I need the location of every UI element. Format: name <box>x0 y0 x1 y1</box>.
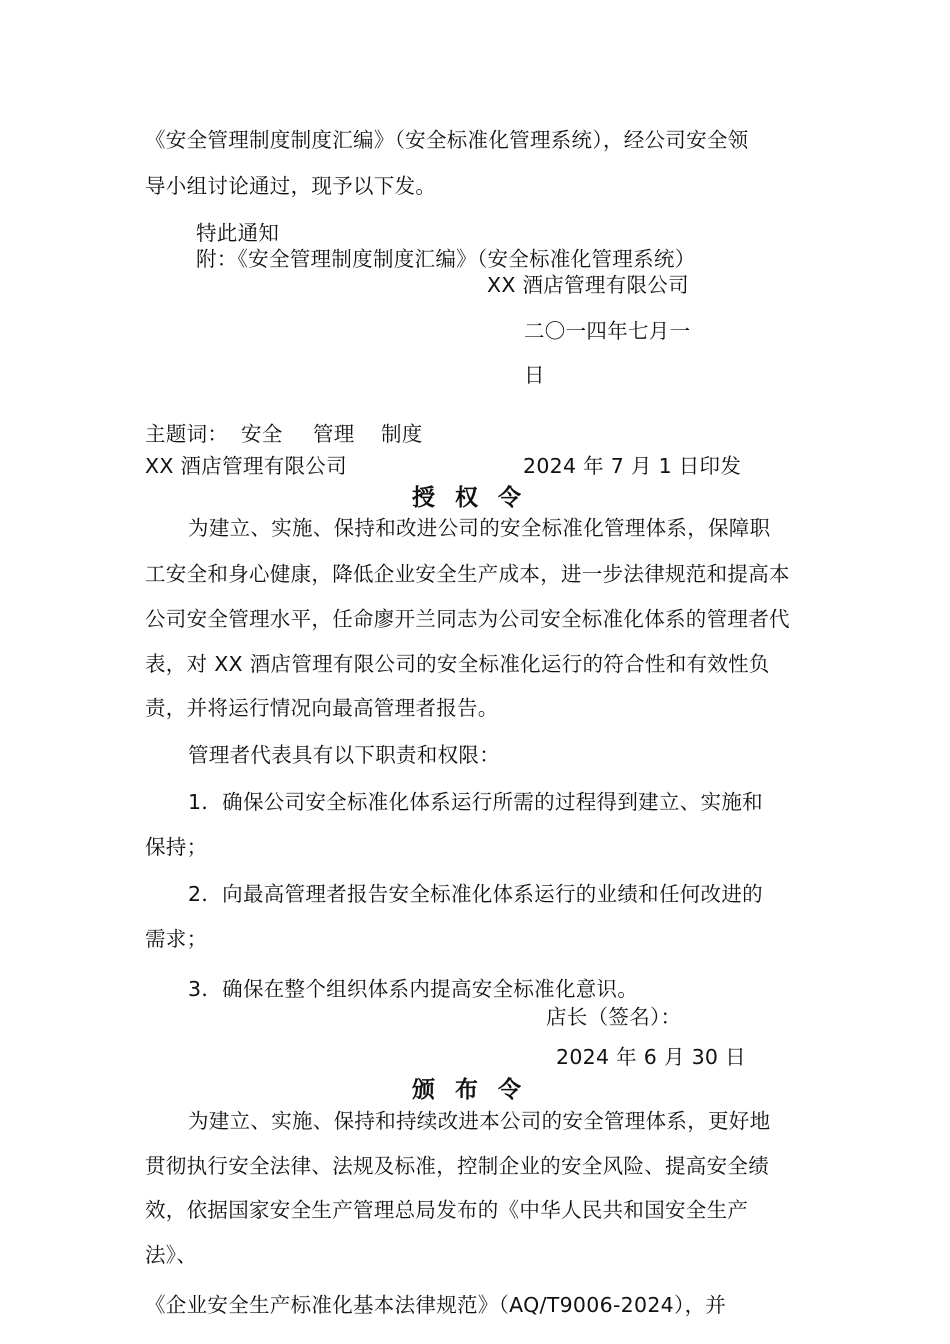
keyword: 制度 <box>381 422 423 446</box>
footer-company: XX 酒店管理有限公司 <box>145 454 347 478</box>
signature-line: 店长（签名）： <box>546 1005 682 1029</box>
authorization-paragraph-line: 为建立、实施、保持和改进公司的安全标准化管理体系，保障职 <box>188 516 771 540</box>
promulgation-paragraph-line: 《企业安全生产标准化基本法律规范》（AQ/T9006-2024），并 <box>145 1293 727 1317</box>
notice-text: 特此通知 <box>196 221 280 245</box>
intro-line-2: 导小组讨论通过，现予以下发。 <box>145 174 437 198</box>
duty-item-2: 2．向最高管理者报告安全标准化体系运行的业绩和任何改进的 <box>188 882 763 906</box>
duties-heading: 管理者代表具有以下职责和权限： <box>188 743 500 767</box>
authorization-title: 授权令 <box>412 485 541 511</box>
authorization-paragraph-line: 工安全和身心健康，降低企业安全生产成本，进一步法律规范和提高本 <box>145 562 790 586</box>
keyword: 安全 <box>241 422 283 446</box>
promulgation-paragraph-line: 贯彻执行安全法律、法规及标准，控制企业的安全风险、提高安全绩 <box>145 1154 769 1178</box>
footer-issue-date: 2024 年 7 月 1 日印发 <box>523 454 742 478</box>
promulgation-paragraph-line: 为建立、实施、保持和持续改进本公司的安全管理体系，更好地 <box>188 1109 771 1133</box>
duty-item-1-continued: 保持； <box>145 835 208 859</box>
keywords-label: 主题词： <box>145 422 229 446</box>
intro-line-1: 《安全管理制度制度汇编》（安全标准化管理系统），经公司安全领 <box>145 128 749 152</box>
keyword: 管理 <box>313 422 355 446</box>
issue-date-line-1: 二〇一四年七月一 <box>524 319 691 343</box>
attachment-text: 附：《安全管理制度制度汇编》（安全标准化管理系统） <box>196 247 696 271</box>
promulgation-paragraph-line: 法》、 <box>145 1243 198 1267</box>
authorization-date: 2024 年 6 月 30 日 <box>556 1045 746 1069</box>
duty-item-1: 1．确保公司安全标准化体系运行所需的过程得到建立、实施和 <box>188 790 763 814</box>
authorization-paragraph-line: 公司安全管理水平，任命廖开兰同志为公司安全标准化体系的管理者代 <box>145 607 790 631</box>
duty-item-3: 3．确保在整个组织体系内提高安全标准化意识。 <box>188 977 639 1001</box>
duty-item-2-continued: 需求； <box>145 927 208 951</box>
promulgation-title: 颁布令 <box>412 1077 541 1103</box>
issue-date-line-2: 日 <box>524 363 545 387</box>
authorization-paragraph-line: 责，并将运行情况向最高管理者报告。 <box>145 696 499 720</box>
promulgation-paragraph-line: 效，依据国家安全生产管理总局发布的《中华人民共和国安全生产 <box>145 1198 749 1222</box>
issuer-name: XX 酒店管理有限公司 <box>487 273 689 297</box>
authorization-paragraph-line: 表，对 XX 酒店管理有限公司的安全标准化运行的符合性和有效性负 <box>145 652 770 676</box>
